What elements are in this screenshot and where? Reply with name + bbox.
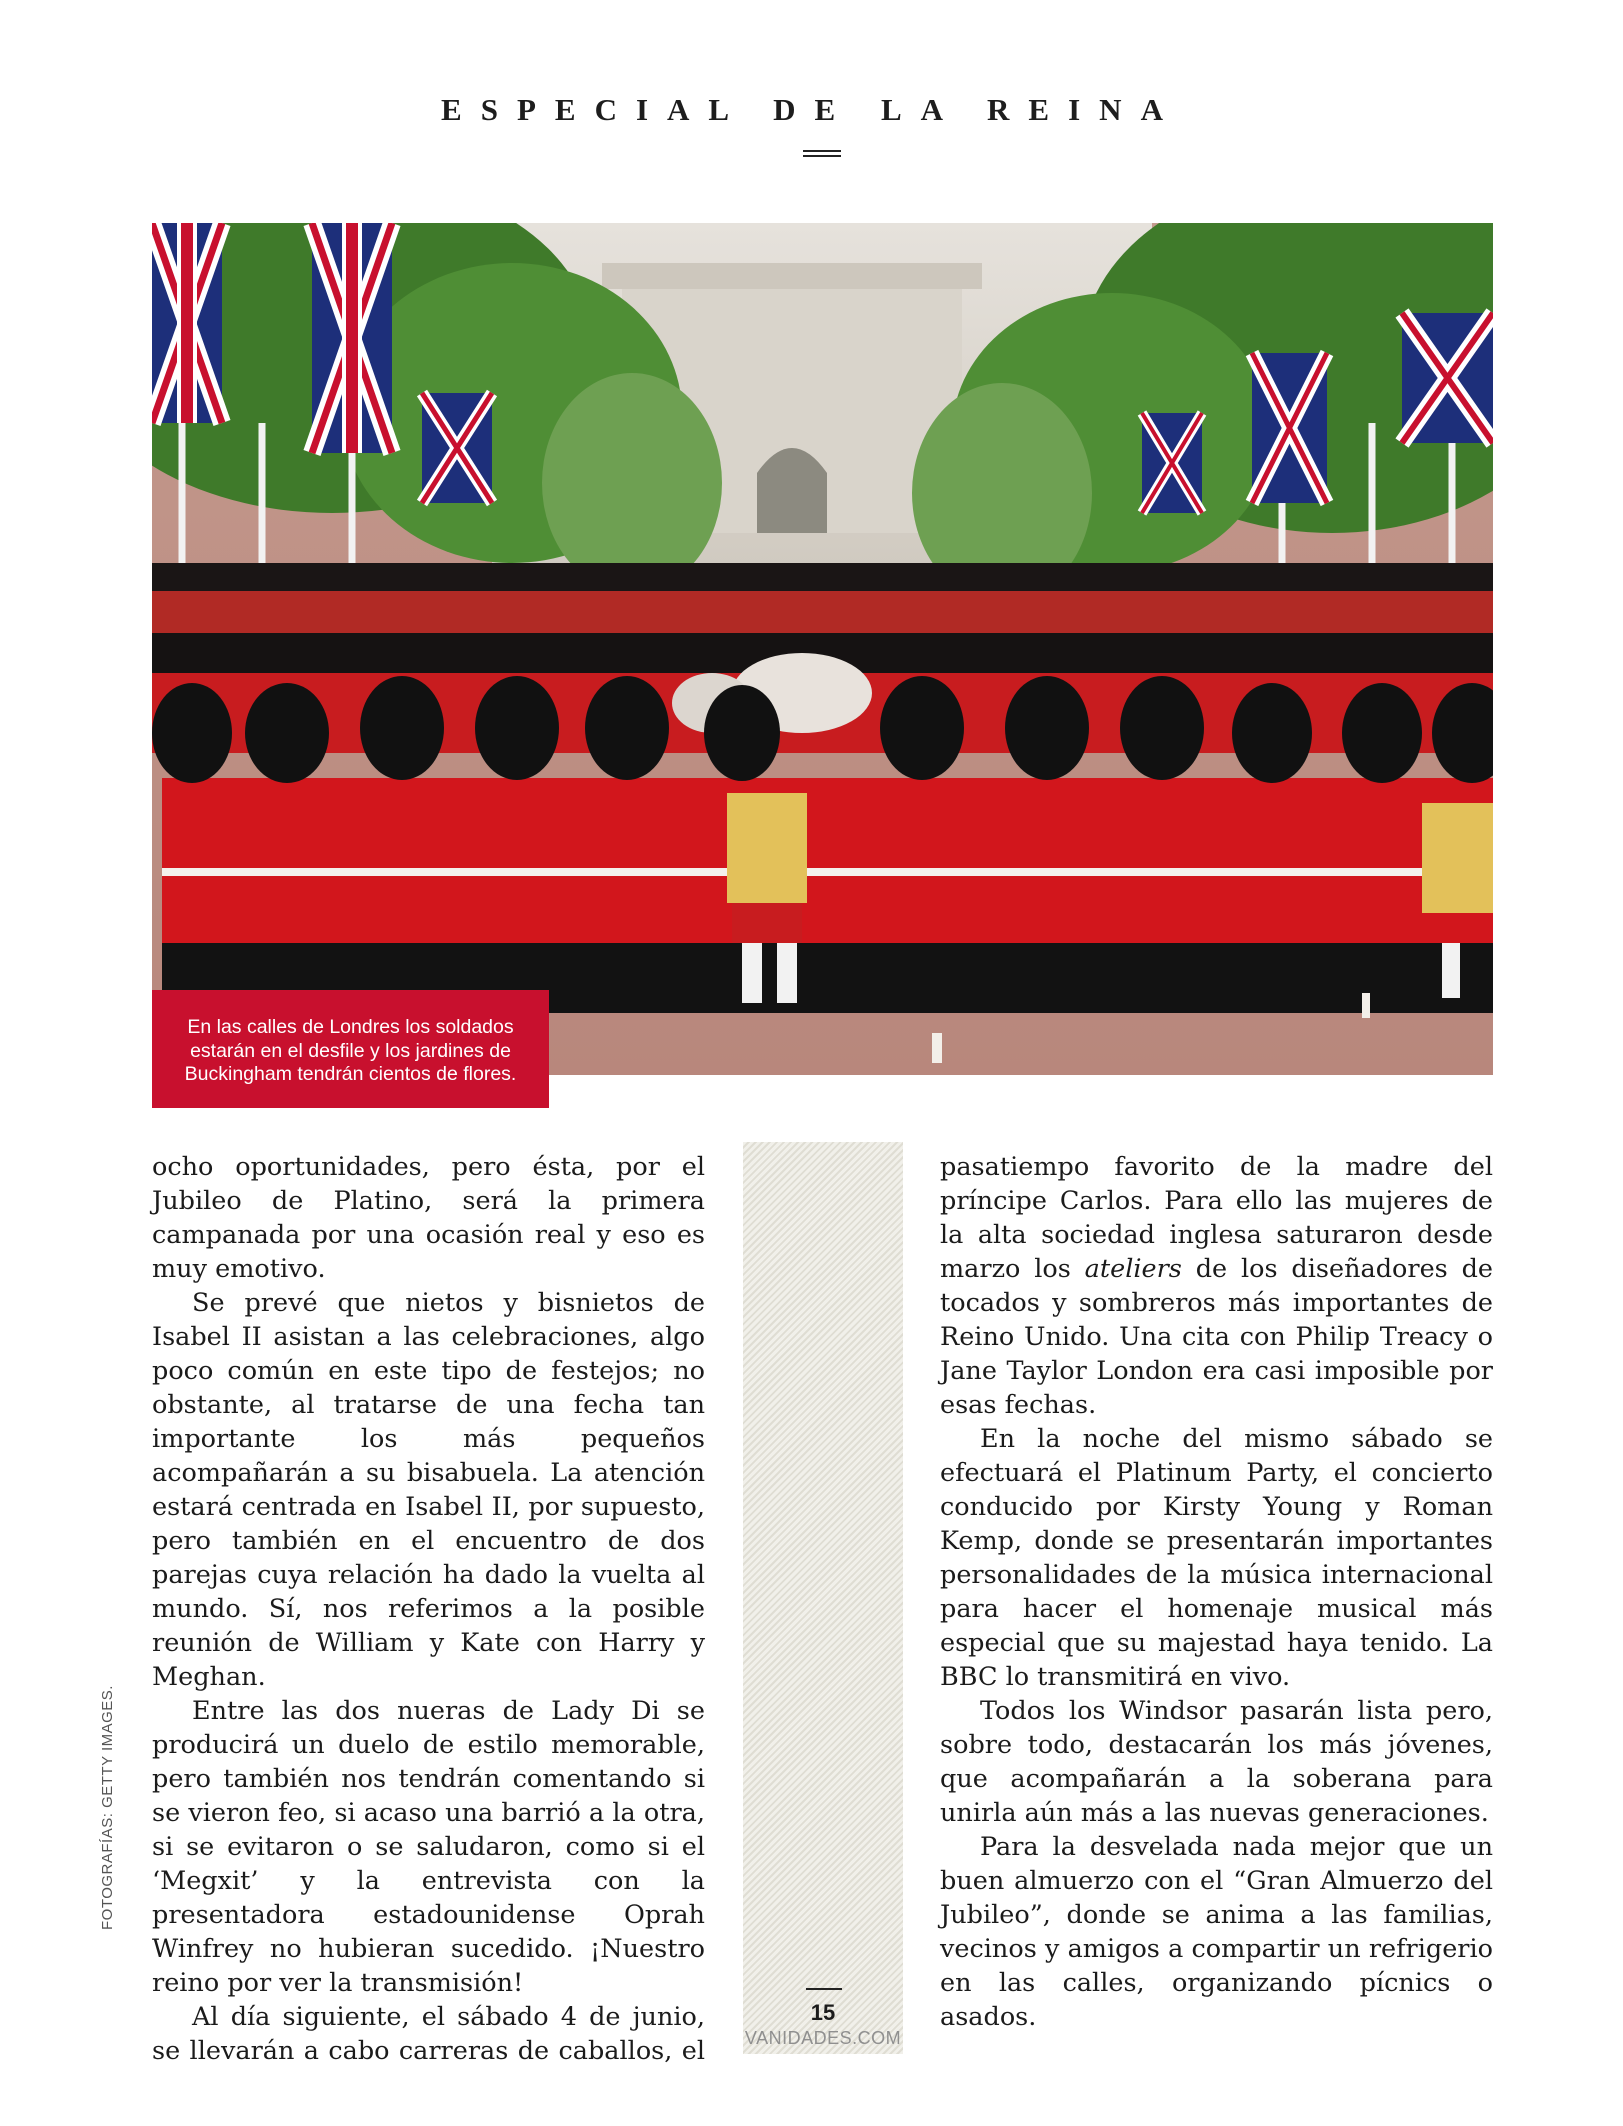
photo-credit: FOTOGRAFÍAS: GETTY IMAGES. bbox=[99, 1685, 116, 1930]
caption-line: Buckingham tendrán cientos de flores. bbox=[184, 1063, 517, 1085]
paragraph: Se prevé que nietos y bisnietos de Isabel II asistan a las celebraciones, algo poco común en este tipo de festejos; no obstante, al tratarse de una fecha tan importante los más pequeños acompañarán a su bisabuela. La atención estará centrada en Isabel II, por supuesto, pero también en el encuentro de dos parejas cuya relación ha dado la vuelta al mundo. Sí, nos referimos a la posible reunión de William y Kate con Harry y Meghan. bbox=[152, 1288, 705, 1692]
paragraph: Al día siguiente, el sábado 4 de junio, se llevarán a cabo carreras de caballos, el bbox=[152, 2002, 705, 2066]
article-column-left bbox=[152, 1150, 705, 2068]
paragraph-text: pasatiempo favorito de la madre del príncipe Carlos. Para ello las mujeres de la alta sociedad inglesa saturaron desde marzo los bbox=[940, 1152, 1493, 1284]
header-rule-top bbox=[803, 150, 841, 152]
header-rule-bottom bbox=[803, 155, 841, 157]
page-number: 15 bbox=[810, 2000, 836, 2025]
caption-line: En las calles de Londres los soldados bbox=[187, 1016, 514, 1038]
paragraph: En la noche del mismo sábado se efectuará el Platinum Party, el concierto conducido por Kirsty Young y Roman Kemp, donde se presentarán importantes personalidades de la música internacional para hacer el homenaje musical más especial que su majestad haya tenido. La BBC lo transmitirá en vivo. bbox=[940, 1424, 1493, 1692]
site-url: VANIDADES.COM bbox=[744, 2028, 902, 2048]
section-header: ESPECIAL DE LA REINA bbox=[441, 92, 1182, 127]
parade-photo bbox=[152, 223, 1493, 1075]
paragraph: Para la desvelada nada mejor que un buen almuerzo con el “Gran Almuerzo del Jubileo”, donde se anima a las familias, vecinos y amigos a compartir un refrigerio en las calles, organizando pícnics o asados. bbox=[940, 1832, 1493, 2032]
article-column-right bbox=[940, 1150, 1493, 2034]
paragraph bbox=[940, 1150, 1493, 1422]
paragraph-text: de los diseñadores de tocados y sombreros más importantes de Reino Unido. Una cita con Philip Treacy o Jane Taylor London era casi imposible por esas fechas. bbox=[940, 1254, 1494, 1420]
paragraph: Entre las dos nueras de Lady Di se producirá un duelo de estilo memorable, pero también nos tendrán comentando si se vieron feo, si acaso una barrió a la otra, si se evitaron o se saludaron, como si el ‘Megxit’ y la entrevista con la presentadora estadounidense Oprah Winfrey no hubieran sucedido. ¡Nuestro reino por ver la transmisión! bbox=[152, 1696, 705, 1998]
paragraph: Todos los Windsor pasarán lista pero, sobre todo, destacarán los más jóvenes, que acompañarán a la soberana para unirla aún más a las nuevas generaciones. bbox=[940, 1696, 1493, 1828]
folio-rule bbox=[806, 1988, 842, 1990]
italic-term: ateliers bbox=[1084, 1254, 1182, 1284]
caption-line: estarán en el desfile y los jardines de bbox=[190, 1039, 511, 1062]
paragraph: ocho oportunidades, pero ésta, por el Jubileo de Platino, será la primera campanada por una ocasión real y eso es muy emotivo. bbox=[152, 1152, 705, 1284]
photo-caption bbox=[152, 990, 549, 1108]
gutter-pattern bbox=[743, 1142, 903, 2054]
